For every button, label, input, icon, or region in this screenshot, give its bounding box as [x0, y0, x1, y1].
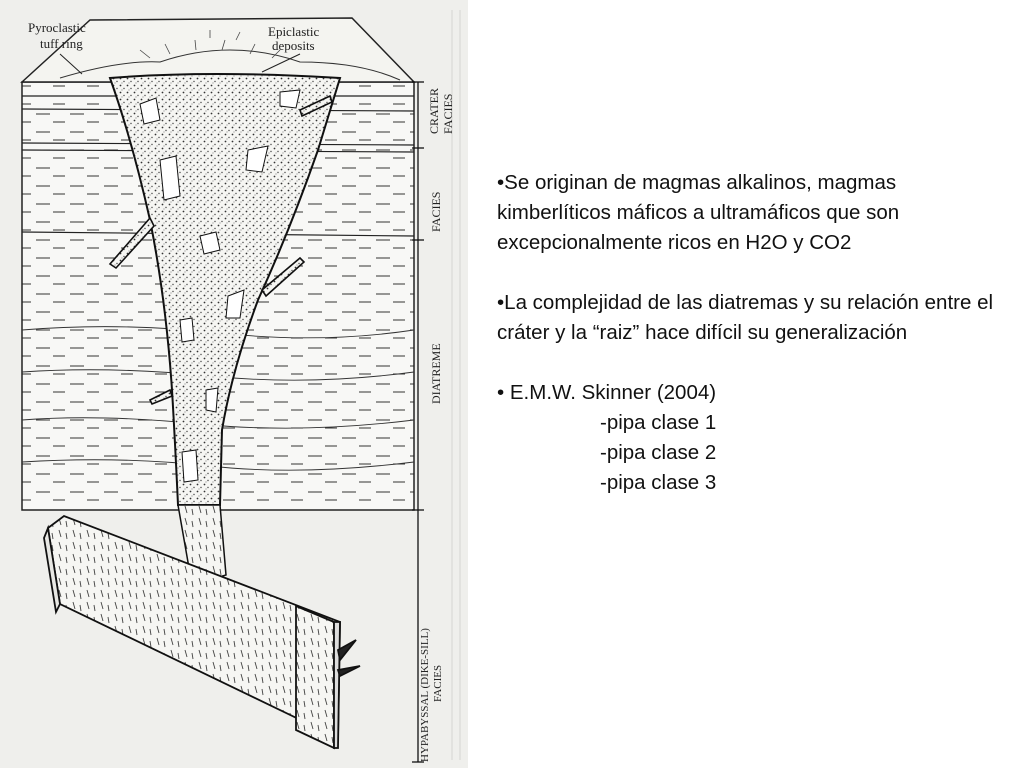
- label-diatreme: DIATREME: [429, 343, 443, 404]
- text-panel: [497, 168, 1012, 498]
- pipe-class-3: -pipa clase 3: [600, 471, 717, 494]
- label-epiclastic-1: Epiclastic: [268, 24, 320, 39]
- bullet-diatreme-complexity: •La complejidad de las diatremas y su relación entre el cráter y la “raiz” hace difícil su generalización: [497, 291, 994, 344]
- pipe-class-1: -pipa clase 1: [600, 411, 717, 434]
- label-tuff-ring-2: tuff ring: [40, 36, 83, 51]
- bullet-skinner-citation: • E.M.W. Skinner (2004): [497, 381, 717, 404]
- label-hypabyssal-facies: HYPABYSSAL (DIKE-SILL) FACIES: [419, 628, 444, 762]
- bullet-magma-origin: •Se originan de magmas alkalinos, magmas kimberlíticos máficos a ultramáficos que son excepcionalmente ricos en H2O y CO2: [497, 171, 900, 254]
- label-tuff-ring-1: Pyroclastic: [28, 20, 86, 35]
- label-epiclastic-2: deposits: [272, 38, 315, 53]
- label-facies: FACIES: [429, 191, 443, 232]
- diatreme-diagram-scan: [0, 0, 468, 768]
- pipe-class-2: -pipa clase 2: [600, 441, 717, 464]
- label-crater-facies: CRATER FACIES: [427, 87, 455, 134]
